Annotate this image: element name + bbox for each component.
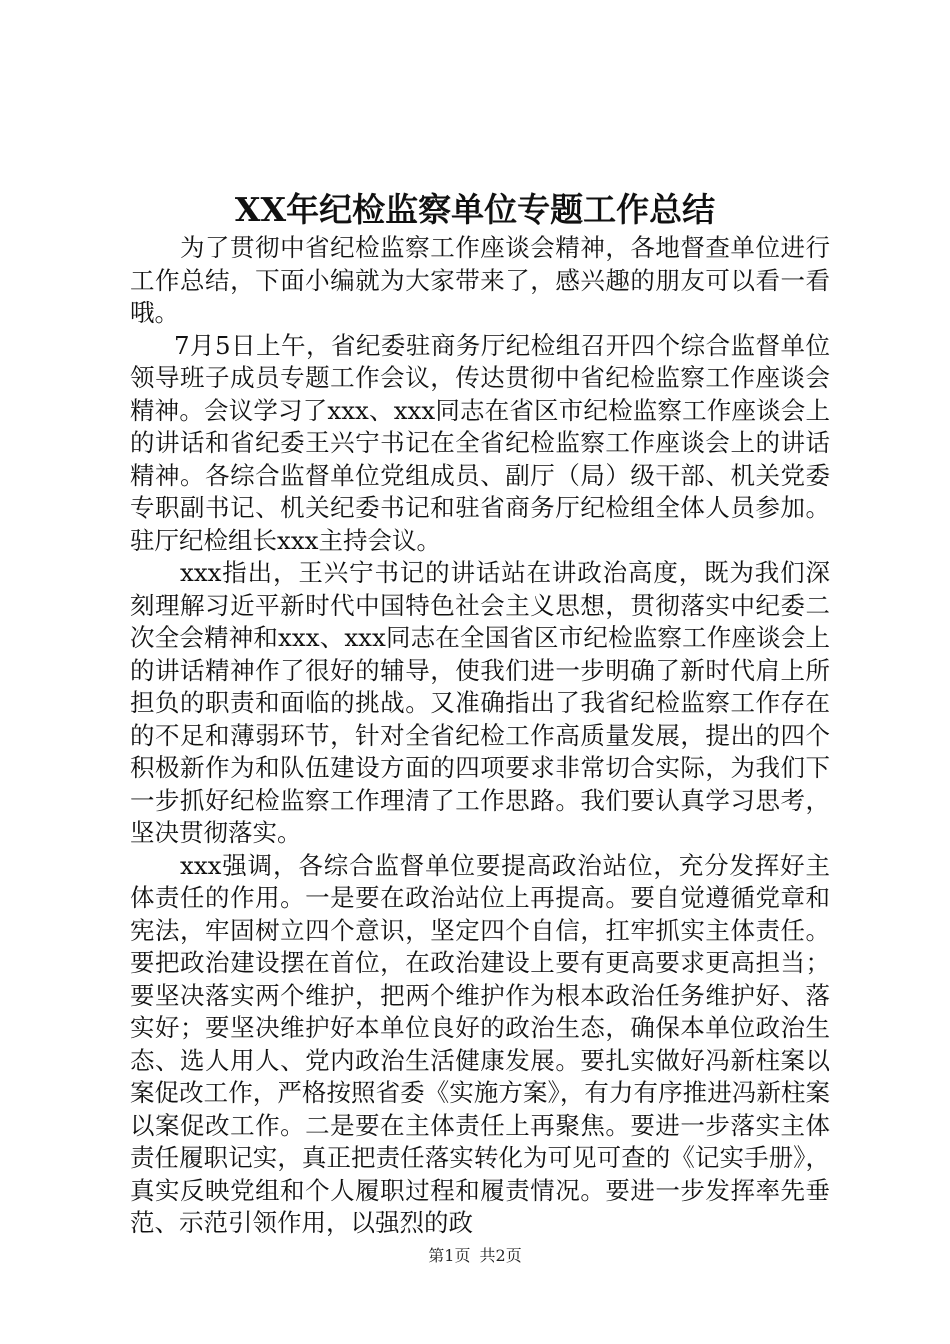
paragraph-intro: 为了贯彻中省纪检监察工作座谈会精神，各地督查单位进行工作总结，下面小编就为大家带来了，感兴趣的朋友可以看一看哦。 — [130, 233, 830, 327]
document-body — [130, 232, 830, 1240]
paragraph-meeting: 7月5日上午，省纪委驻商务厅纪检组召开四个综合监督单位领导班子成员专题工作会议，传达贯彻中省纪检监察工作座谈会精神。会议学习了xxx、xxx同志在省区市纪检监察工作座谈会上的讲话和省纪委王兴宁书记在全省纪检监察工作座谈会上的讲话精神。各综合监督单位党组成员、副厅（局）级干部、机关党委专职副书记、机关纪委书记和驻省商务厅纪检组全体人员参加。驻厅纪检组长xxx主持会议。 — [130, 330, 830, 555]
page-total: 共2页 — [479, 1246, 522, 1265]
document-title: XX年纪检监察单位专题工作总结 — [234, 190, 716, 229]
page-footer — [0, 1246, 950, 1266]
page-number: 第1页 — [428, 1246, 471, 1265]
paragraph-remarks: xxx指出，王兴宁书记的讲话站在讲政治高度，既为我们深刻理解习近平新时代中国特色社会主义思想，贯彻落实中纪委二次全会精神和xxx、xxx同志在全国省区市纪检监察工作座谈会上的讲话精神作了很好的辅导，使我们进一步明确了新时代肩上所担负的职责和面临的挑战。又准确指出了我省纪检监察工作存在的不足和薄弱环节，针对全省纪检工作高质量发展，提出的四个积极新作为和队伍建设方面的四项要求非常切合实际，为我们下一步抓好纪检监察工作理清了工作思路。我们要认真学习思考，坚决贯彻落实。 — [130, 558, 830, 847]
paragraph-emphasis: xxx强调，各综合监督单位要提高政治站位，充分发挥好主体责任的作用。一是要在政治站位上再提高。要自觉遵循党章和宪法，牢固树立四个意识，坚定四个自信，扛牢抓实主体责任。要把政治建设摆在首位，在政治建设上要有更高要求更高担当；要坚决落实两个维护，把两个维护作为根本政治任务维护好、落实好；要坚决维护好本单位良好的政治生态，确保本单位政治生态、选人用人、党内政治生活健康发展。要扎实做好冯新柱案以案促改工作，严格按照省委《实施方案》，有力有序推进冯新柱案以案促改工作。二是要在主体责任上再聚焦。要进一步落实主体责任履职记实，真正把责任落实转化为可见可查的《记实手册》，真实反映党组和个人履职过程和履责情况。要进一步发挥率先垂范、示范引领作用，以强烈的政 — [130, 850, 830, 1237]
